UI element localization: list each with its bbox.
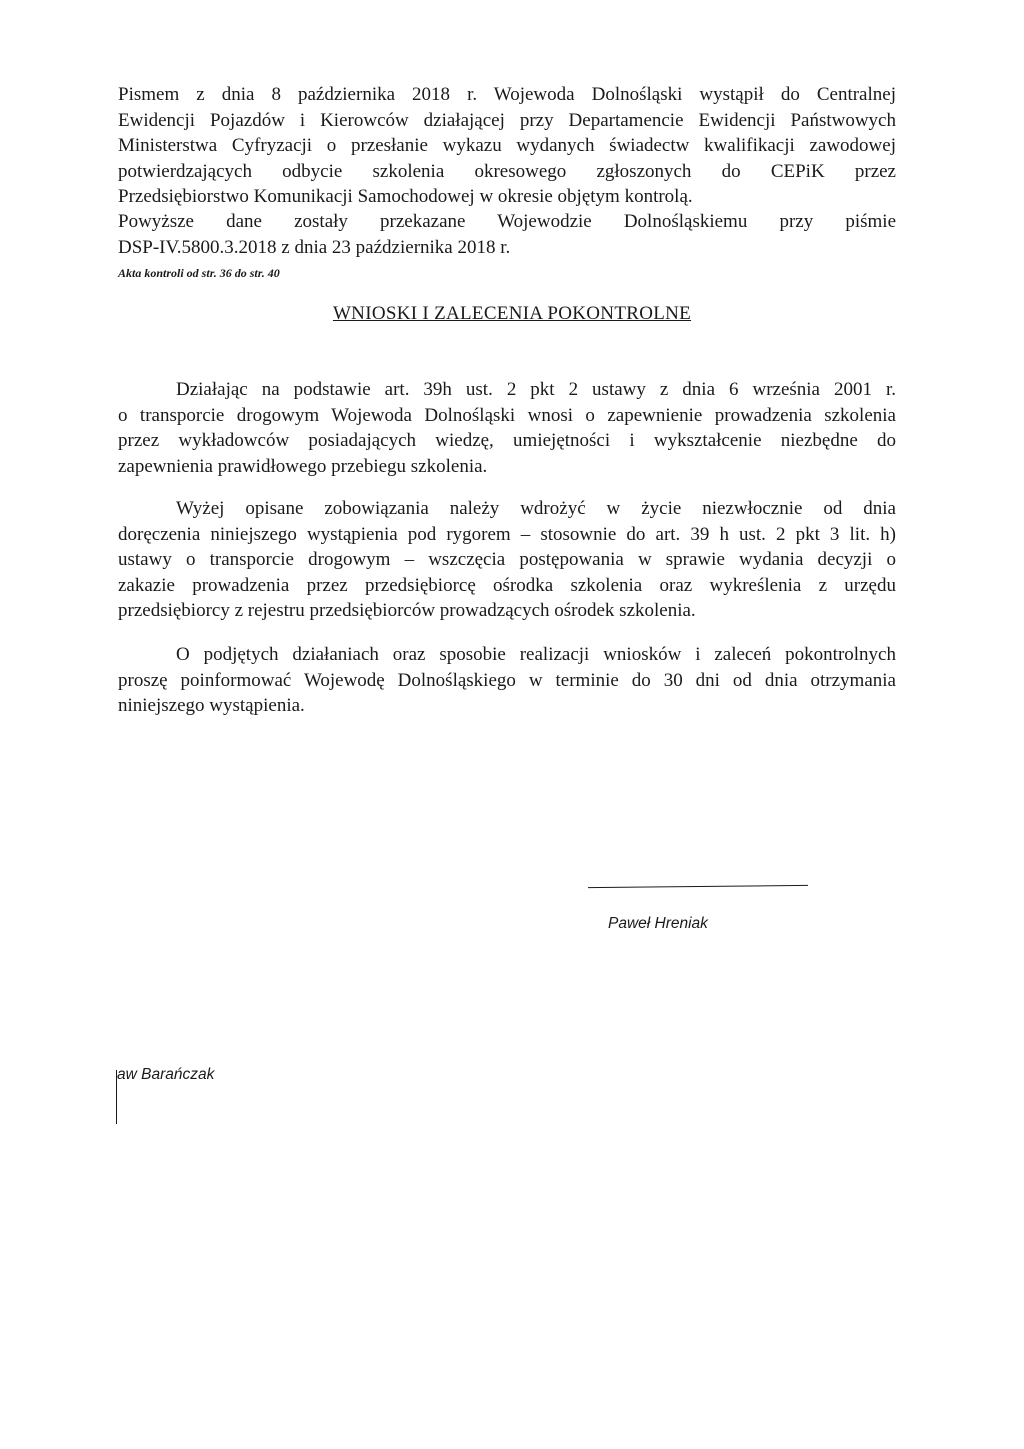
text-line: Przedsiębiorstwo Komunikacji Samochodowej w okresie objętym kontrolą. <box>118 186 693 207</box>
text-line: Pismem z dnia 8 października 2018 r. Wojewoda Dolnośląski wystąpił do Centralnej <box>118 84 896 105</box>
text-line: o transporcie drogowym Wojewoda Dolnośląski wnosi o zapewnienie prowadzenia szkolenia <box>118 404 896 426</box>
text-line: przedsiębiorcy z rejestru przedsiębiorców prowadzących ośrodek szkolenia. <box>118 600 696 621</box>
text-line: zapewnienia prawidłowego przebiegu szkolenia. <box>118 455 488 477</box>
text-line: Ewidencji Pojazdów i Kierowców działającej przy Departamencie Ewidencji Państwowych <box>118 109 896 131</box>
text-line: O podjętych działaniach oraz sposobie realizacji wniosków i zaleceń pokontrolnych <box>176 644 896 665</box>
paragraph-cepik-request <box>118 82 896 210</box>
cut-signatory-name: aw Barańczak <box>117 1066 215 1083</box>
text-line: przez wykładowców posiadających wiedzę, umiejętności i wykształcenie niezbędne do <box>118 430 896 451</box>
text-line: ustawy o transporcie drogowym – wszczęcia postępowania w sprawie wydania decyzji o <box>118 549 896 570</box>
text-line: potwierdzających odbycie szkolenia okresowego zgłoszonych do CEPiK przez <box>118 160 896 182</box>
paragraph-inform-request <box>118 642 896 719</box>
section-heading: WNIOSKI I ZALECENIA POKONTROLNE <box>332 303 692 324</box>
text-line: DSP-IV.5800.3.2018 z dnia 23 października 2018 r. <box>118 236 511 258</box>
signature-line <box>588 885 808 888</box>
text-line: proszę poinformować Wojewodę Dolnośląskiego w terminie do 30 dni od dnia otrzymania <box>118 669 896 691</box>
text-line: niniejszego wystąpienia. <box>118 695 305 716</box>
files-reference-note: Akta kontroli od str. 36 do str. 40 <box>118 266 280 280</box>
text-line: Działając na podstawie art. 39h ust. 2 pkt 2 ustawy z dnia 6 września 2001 r. <box>176 379 896 400</box>
signatory-name: Paweł Hreniak <box>608 915 708 932</box>
text-line: Powyższe dane zostały przekazane Wojewodzie Dolnośląskiemu przy piśmie <box>118 211 896 232</box>
text-line: Wyżej opisane zobowiązania należy wdrożyć w życie niezwłocznie od dnia <box>176 498 896 519</box>
paragraph-legal-basis <box>118 377 896 479</box>
text-line: zakazie prowadzenia przez przedsiębiorcę ośrodka szkolenia oraz wykreślenia z urzędu <box>118 574 896 596</box>
paragraph-obligations <box>118 496 896 624</box>
paragraph-data-transferred <box>118 209 896 260</box>
text-line: Ministerstwa Cyfryzacji o przesłanie wykazu wydanych świadectw kwalifikacji zawodowej <box>118 135 896 156</box>
text-line: doręczenia niniejszego wystąpienia pod rygorem – stosownie do art. 39 h ust. 2 pkt 3 lit. h) <box>118 523 896 545</box>
